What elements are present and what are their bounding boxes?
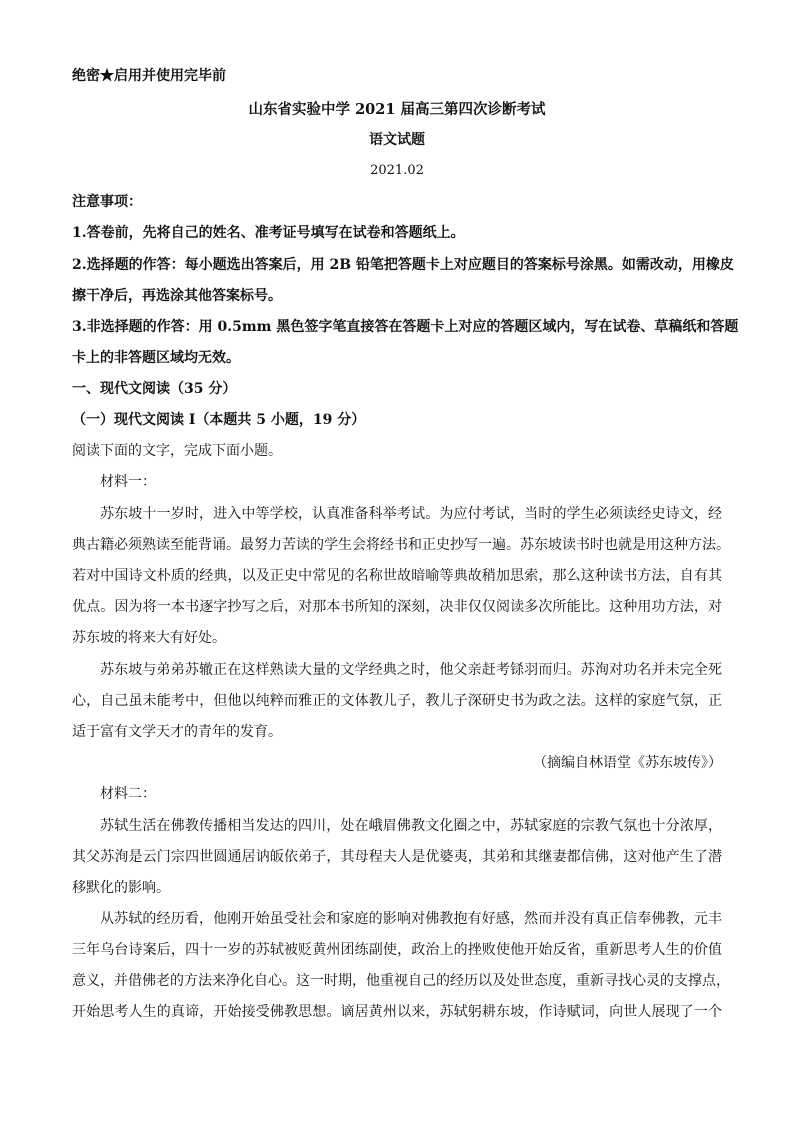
material-1-paragraph-1-line: 苏东坡的将来大有好处。 [72, 630, 226, 646]
notice-item-2-line-1: 2.选择题的作答：每小题选出答案后，用 2B 铅笔把答题卡上对应题目的答案标号涂黑。如需改动，用橡皮 [72, 257, 734, 273]
material-2-paragraph-2-line: 开始思考人生的真谛，开始接受佛教思想。谪居黄州以来，苏轼躬耕东坡，作诗赋词，向世人展现了一个 [72, 1004, 722, 1020]
material-1-paragraph-1-line: 典古籍必须熟读至能背诵。最努力苦读的学生会将经书和正史抄写一遍。苏东坡读书时也就是用这种方法。 [72, 537, 730, 553]
material-1-paragraph-1-line: 优点。因为将一本书逐字抄写之后，对那本书所知的深刻，决非仅仅阅读多次所能比。这种用功方法，对 [72, 599, 722, 615]
material-2-paragraph-2-line: 三年乌台诗案后，四十一岁的苏轼被贬黄州团练副使，政治上的挫败使他开始反省，重新思考人生的价值 [72, 942, 722, 958]
exam-date: 2021.02 [370, 163, 424, 178]
material-1-paragraph-2-line: 适于富有文学天才的青年的发育。 [72, 724, 282, 740]
material-2-paragraph-2-line: 从苏轼的经历看，他刚开始虽受社会和家庭的影响对佛教抱有好感，然而并没有真正信奉佛教，元丰 [100, 911, 722, 927]
material-2-paragraph-1-line: 移默化的影响。 [72, 880, 170, 896]
notice-item-1: 1.答卷前，先将自己的姓名、准考证号填写在试卷和答题纸上。 [72, 225, 465, 241]
notice-item-3-line-2: 卡上的非答题区域均无效。 [72, 350, 240, 366]
material-1-source: （摘编自林语堂《苏东坡传》） [533, 755, 722, 771]
material-2-paragraph-2-line: 意义，并借佛老的方法来净化自心。这一时期，他重视自己的经历以及处世态度，重新寻找心灵的支撑点， [72, 973, 730, 989]
material-1-paragraph-2-line: 苏东坡与弟弟苏辙正在这样熟读大量的文学经典之时，他父亲赶考铩羽而归。苏洵对功名并未完全死 [100, 662, 722, 678]
confidential-label: 绝密★启用并使用完毕前 [72, 68, 226, 84]
material-1-label: 材料一： [100, 474, 156, 490]
section-subheading: （一）现代文阅读 I（本题共 5 小题，19 分） [72, 412, 366, 428]
subject-title: 语文试题 [369, 132, 425, 148]
exam-title: 山东省实验中学 2021 届高三第四次诊断考试 [248, 101, 546, 118]
notice-heading: 注意事项： [72, 194, 142, 210]
notice-item-2-line-2: 擦干净后，再选涂其他答案标号。 [72, 288, 282, 304]
exam-page [72, 0, 739, 1123]
section-heading: 一、现代文阅读（35 分） [72, 381, 237, 397]
reading-instruction: 阅读下面的文字，完成下面小题。 [72, 443, 282, 459]
material-1-paragraph-2-line: 心，自己虽未能考中，但他以纯粹而雅正的文体教儿子，教儿子深研史书为政之法。这样的家庭气氛，正 [72, 693, 722, 709]
material-2-paragraph-1-line: 其父苏洵是云门宗四世圆通居讷皈依弟子，其母程夫人是优婆夷，其弟和其继妻都信佛，这对他产生了潜 [72, 849, 722, 865]
notice-item-3-line-1: 3.非选择题的作答：用 0.5mm 黑色签字笔直接答在答题卡上对应的答题区域内，写在试卷、草稿纸和答题 [72, 319, 739, 335]
material-2-label: 材料二： [100, 786, 156, 802]
material-2-paragraph-1-line: 苏轼生活在佛教传播相当发达的四川，处在峨眉佛教文化圈之中，苏轼家庭的宗教气氛也十分浓厚， [100, 818, 722, 834]
material-1-paragraph-1-line: 若对中国诗文朴质的经典，以及正史中常见的名称世故暗喻等典故稍加思索，那么这种读书方法，自有其 [72, 568, 722, 584]
material-1-paragraph-1-line: 苏东坡十一岁时，进入中等学校，认真准备科举考试。为应付考试，当时的学生必须读经史诗文，经 [100, 506, 722, 522]
